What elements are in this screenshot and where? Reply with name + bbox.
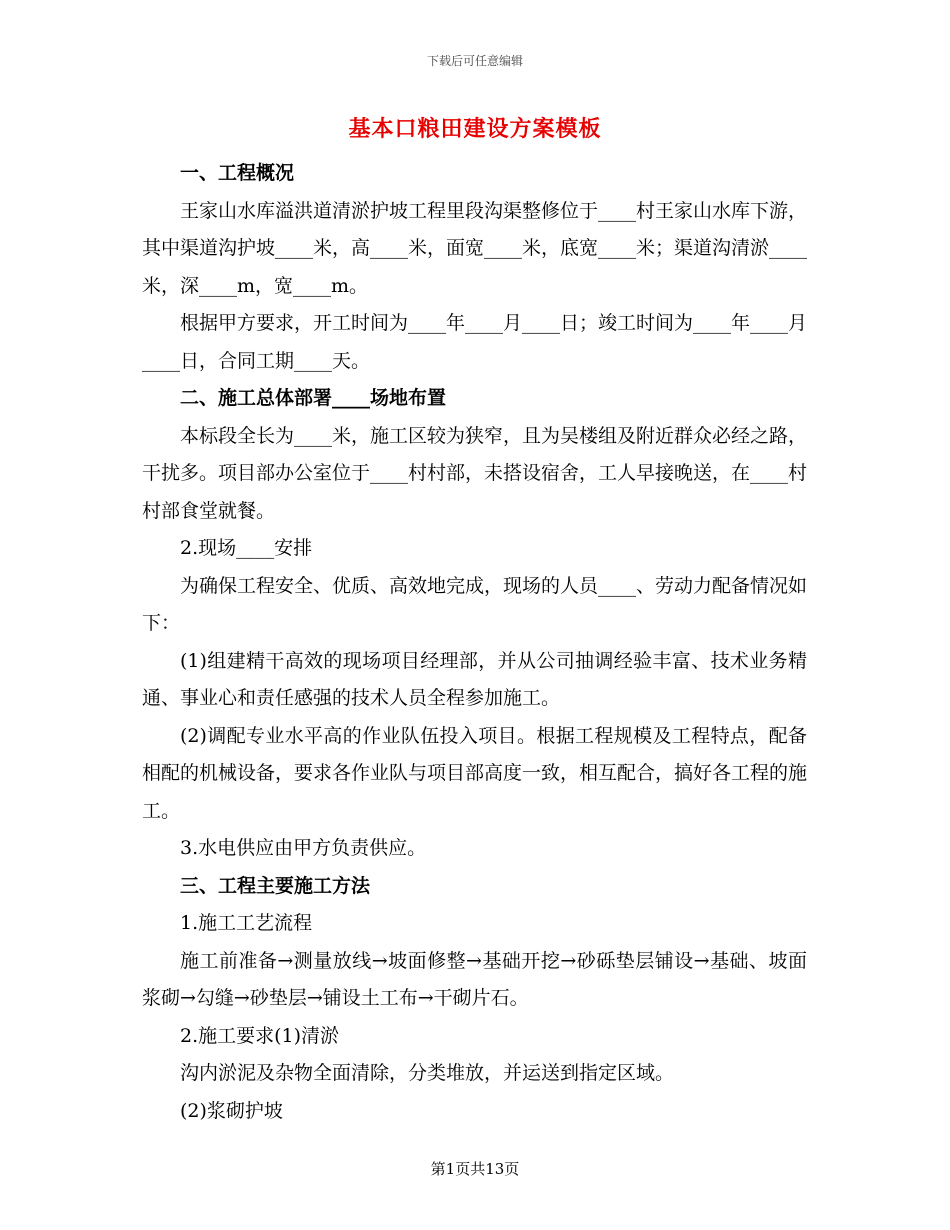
paragraph: 沟内淤泥及杂物全面清除，分类堆放，并运送到指定区域。 (180, 1062, 675, 1084)
section-heading-3: 三、工程主要施工方法 (180, 874, 371, 897)
paragraph: 1.施工工艺流程 (180, 912, 313, 934)
paragraph: (2)调配专业水平高的作业队伍投入项目。根据工程规模及工程特点，配备相配的机械设备，要求各作业队与项目部高度一致，相互配合，搞好各工程的施工。 (142, 724, 808, 822)
paragraph: 2.现场____安排 (180, 537, 313, 559)
paragraph: 为确保工程安全、优质、高效地完成，现场的人员____、劳动力配备情况如下： (142, 574, 808, 634)
section-heading-2: 二、施工总体部署____场地布置 (180, 387, 447, 409)
page-header: 下载后可任意编辑 (426, 54, 523, 68)
paragraph: 根据甲方要求，开工时间为____年____月____日；竣工时间为____年____月____日，合同工期____天。 (142, 312, 808, 372)
paragraph: 王家山水库溢洪道清淤护坡工程里段沟渠整修位于____村王家山水库下游，其中渠道沟护坡____米，高____米，面宽____米，底宽____米；渠道沟清淤____米，深____m，宽____m。 (142, 199, 808, 297)
page-footer: 第1页共13页 (430, 1160, 520, 1178)
paragraph: 本标段全长为____米，施工区较为狭窄，且为吴楼组及附近群众必经之路，干扰多。项目部办公室位于____村村部，未搭设宿舍，工人早接晚送，在____村村部食堂就餐。 (142, 424, 808, 522)
section-heading-1: 一、工程概况 (180, 162, 295, 184)
paragraph: 3.水电供应由甲方负责供应。 (180, 837, 427, 859)
paragraph: 施工前准备→测量放线→坡面修整→基础开挖→砂砾垫层铺设→基础、坡面浆砌→勾缝→砂垫层→铺设土工布→干砌片石。 (142, 949, 807, 1009)
paragraph: (2)浆砌护坡 (180, 1099, 283, 1122)
paragraph: (1)组建精干高效的现场项目经理部，并从公司抽调经验丰富、技术业务精通、事业心和责任感强的技术人员全程参加施工。 (142, 649, 807, 709)
document-body (142, 155, 807, 1130)
document-title: 基本口粮田建设方案模板 (348, 116, 602, 142)
paragraph: 2.施工要求(1)清淤 (180, 1024, 340, 1047)
